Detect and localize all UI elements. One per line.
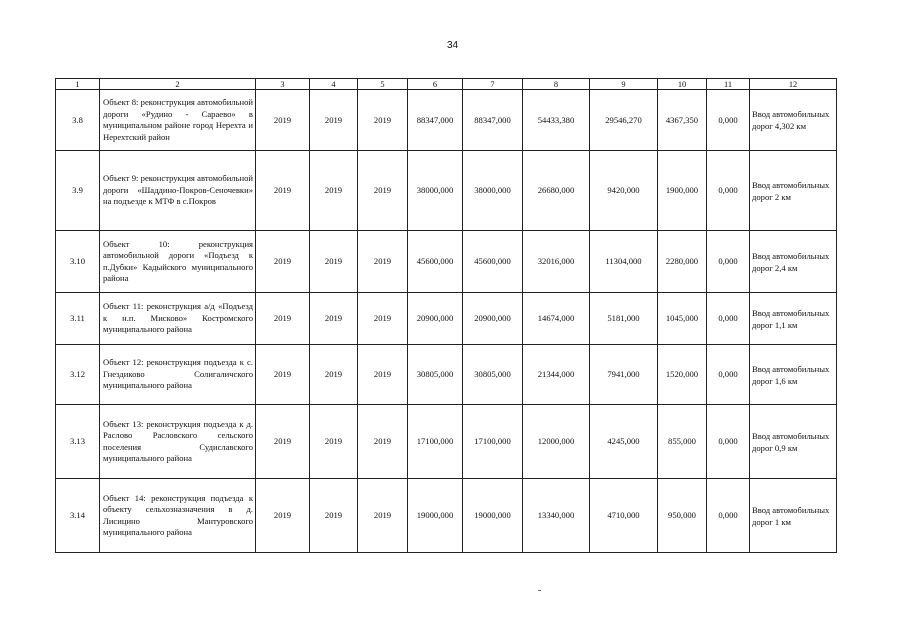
cell-amount: 1900,000 — [658, 151, 707, 231]
cell-year: 2019 — [358, 345, 408, 405]
cell-total: 38000,000 — [408, 151, 463, 231]
result-text: Ввод автомобильных дорог 2,4 км — [750, 231, 837, 293]
object-name: Объект 12: реконструкция подъезда к с. Гнездиково Солигаличского муниципального района — [100, 345, 256, 405]
column-header: 6 — [408, 79, 463, 90]
cell-year-end: 2019 — [310, 293, 358, 345]
cell-year-end: 2019 — [310, 90, 358, 151]
cell-amount: 7941,000 — [590, 345, 658, 405]
cell-amount: 21344,000 — [523, 345, 590, 405]
cell-amount: 0,000 — [707, 345, 750, 405]
cell-amount: 0,000 — [707, 293, 750, 345]
cell-amount: 30805,000 — [463, 345, 523, 405]
table-row — [56, 405, 837, 479]
result-text: Ввод автомобильных дорог 0,9 км — [750, 405, 837, 479]
cell-amount: 20900,000 — [463, 293, 523, 345]
cell-amount: 4245,000 — [590, 405, 658, 479]
table-row — [56, 345, 837, 405]
cell-year-end: 2019 — [310, 231, 358, 293]
cell-amount: 4367,350 — [658, 90, 707, 151]
column-header: 8 — [523, 79, 590, 90]
cell-amount: 0,000 — [707, 231, 750, 293]
row-number: 3.13 — [56, 405, 100, 479]
object-name: Объект 9: реконструкция автомобильной дороги «Шаддино-Покров-Сеночевки» на подъезде к МТФ в с.Покров — [100, 151, 256, 231]
scan-speck — [538, 590, 541, 591]
row-number: 3.9 — [56, 151, 100, 231]
cell-amount: 0,000 — [707, 151, 750, 231]
object-name: Объект 8: реконструкция автомобильной дороги «Рудино - Сараево» в муниципальном районе город Нерехта и Нерехтский район — [100, 90, 256, 151]
cell-year-start: 2019 — [256, 90, 310, 151]
cell-total: 17100,000 — [408, 405, 463, 479]
column-header: 7 — [463, 79, 523, 90]
object-name: Объект 10: реконструкция автомобильной дороги «Подъезд к п.Дубки» Кадыйского муниципального района — [100, 231, 256, 293]
cell-year-start: 2019 — [256, 293, 310, 345]
result-text: Ввод автомобильных дорог 4,302 км — [750, 90, 837, 151]
cell-year-start: 2019 — [256, 231, 310, 293]
cell-year-start: 2019 — [256, 405, 310, 479]
page-number: 34 — [446, 40, 459, 51]
result-text: Ввод автомобильных дорог 2 км — [750, 151, 837, 231]
row-number: 3.10 — [56, 231, 100, 293]
cell-year-end: 2019 — [310, 405, 358, 479]
result-text: Ввод автомобильных дорог 1,6 км — [750, 345, 837, 405]
cell-amount: 11304,000 — [590, 231, 658, 293]
cell-amount: 19000,000 — [463, 479, 523, 553]
column-header: 9 — [590, 79, 658, 90]
cell-total: 30805,000 — [408, 345, 463, 405]
cell-year: 2019 — [358, 293, 408, 345]
cell-amount: 5181,000 — [590, 293, 658, 345]
column-header: 3 — [256, 79, 310, 90]
object-name: Объект 14: реконструкция подъезда к объекту сельхозназначения в д. Лисицино Мантуровского муниципального района — [100, 479, 256, 553]
cell-total: 20900,000 — [408, 293, 463, 345]
cell-amount: 4710,000 — [590, 479, 658, 553]
cell-year-end: 2019 — [310, 479, 358, 553]
cell-year-start: 2019 — [256, 345, 310, 405]
cell-amount: 0,000 — [707, 90, 750, 151]
cell-year-start: 2019 — [256, 479, 310, 553]
column-header: 5 — [358, 79, 408, 90]
cell-amount: 950,000 — [658, 479, 707, 553]
table-row — [56, 90, 837, 151]
row-number: 3.11 — [56, 293, 100, 345]
cell-amount: 12000,000 — [523, 405, 590, 479]
table-row — [56, 231, 837, 293]
column-header: 10 — [658, 79, 707, 90]
table-row — [56, 151, 837, 231]
cell-amount: 9420,000 — [590, 151, 658, 231]
column-header: 4 — [310, 79, 358, 90]
column-header: 2 — [100, 79, 256, 90]
row-number: 3.14 — [56, 479, 100, 553]
cell-amount: 14674,000 — [523, 293, 590, 345]
cell-amount: 1045,000 — [658, 293, 707, 345]
cell-year: 2019 — [358, 151, 408, 231]
cell-total: 19000,000 — [408, 479, 463, 553]
cell-amount: 54433,380 — [523, 90, 590, 151]
cell-amount: 88347,000 — [463, 90, 523, 151]
table-row — [56, 479, 837, 553]
table-header-row — [56, 79, 837, 90]
cell-amount: 1520,000 — [658, 345, 707, 405]
cell-total: 45600,000 — [408, 231, 463, 293]
row-number: 3.8 — [56, 90, 100, 151]
cell-amount: 0,000 — [707, 405, 750, 479]
column-header: 11 — [707, 79, 750, 90]
cell-amount: 38000,000 — [463, 151, 523, 231]
cell-year: 2019 — [358, 231, 408, 293]
cell-amount: 855,000 — [658, 405, 707, 479]
cell-amount: 0,000 — [707, 479, 750, 553]
cell-amount: 32016,000 — [523, 231, 590, 293]
cell-amount: 17100,000 — [463, 405, 523, 479]
cell-year-end: 2019 — [310, 151, 358, 231]
result-text: Ввод автомобильных дорог 1 км — [750, 479, 837, 553]
row-number: 3.12 — [56, 345, 100, 405]
cell-total: 88347,000 — [408, 90, 463, 151]
column-header: 1 — [56, 79, 100, 90]
cell-amount: 13340,000 — [523, 479, 590, 553]
result-text: Ввод автомобильных дорог 1,1 км — [750, 293, 837, 345]
object-name: Объект 11: реконструкция а/д «Подъезд к н.п. Мисково» Костромского муниципального района — [100, 293, 256, 345]
cell-amount: 2280,000 — [658, 231, 707, 293]
table-row — [56, 293, 837, 345]
cell-amount: 29546,270 — [590, 90, 658, 151]
cell-amount: 26680,000 — [523, 151, 590, 231]
cell-year: 2019 — [358, 479, 408, 553]
column-header: 12 — [750, 79, 837, 90]
data-table — [55, 78, 837, 553]
cell-year-end: 2019 — [310, 345, 358, 405]
cell-year: 2019 — [358, 405, 408, 479]
object-name: Объект 13: реконструкция подъезда к д. Раслово Расловского сельского поселения Судиславского муниципального района — [100, 405, 256, 479]
cell-amount: 45600,000 — [463, 231, 523, 293]
cell-year: 2019 — [358, 90, 408, 151]
cell-year-start: 2019 — [256, 151, 310, 231]
